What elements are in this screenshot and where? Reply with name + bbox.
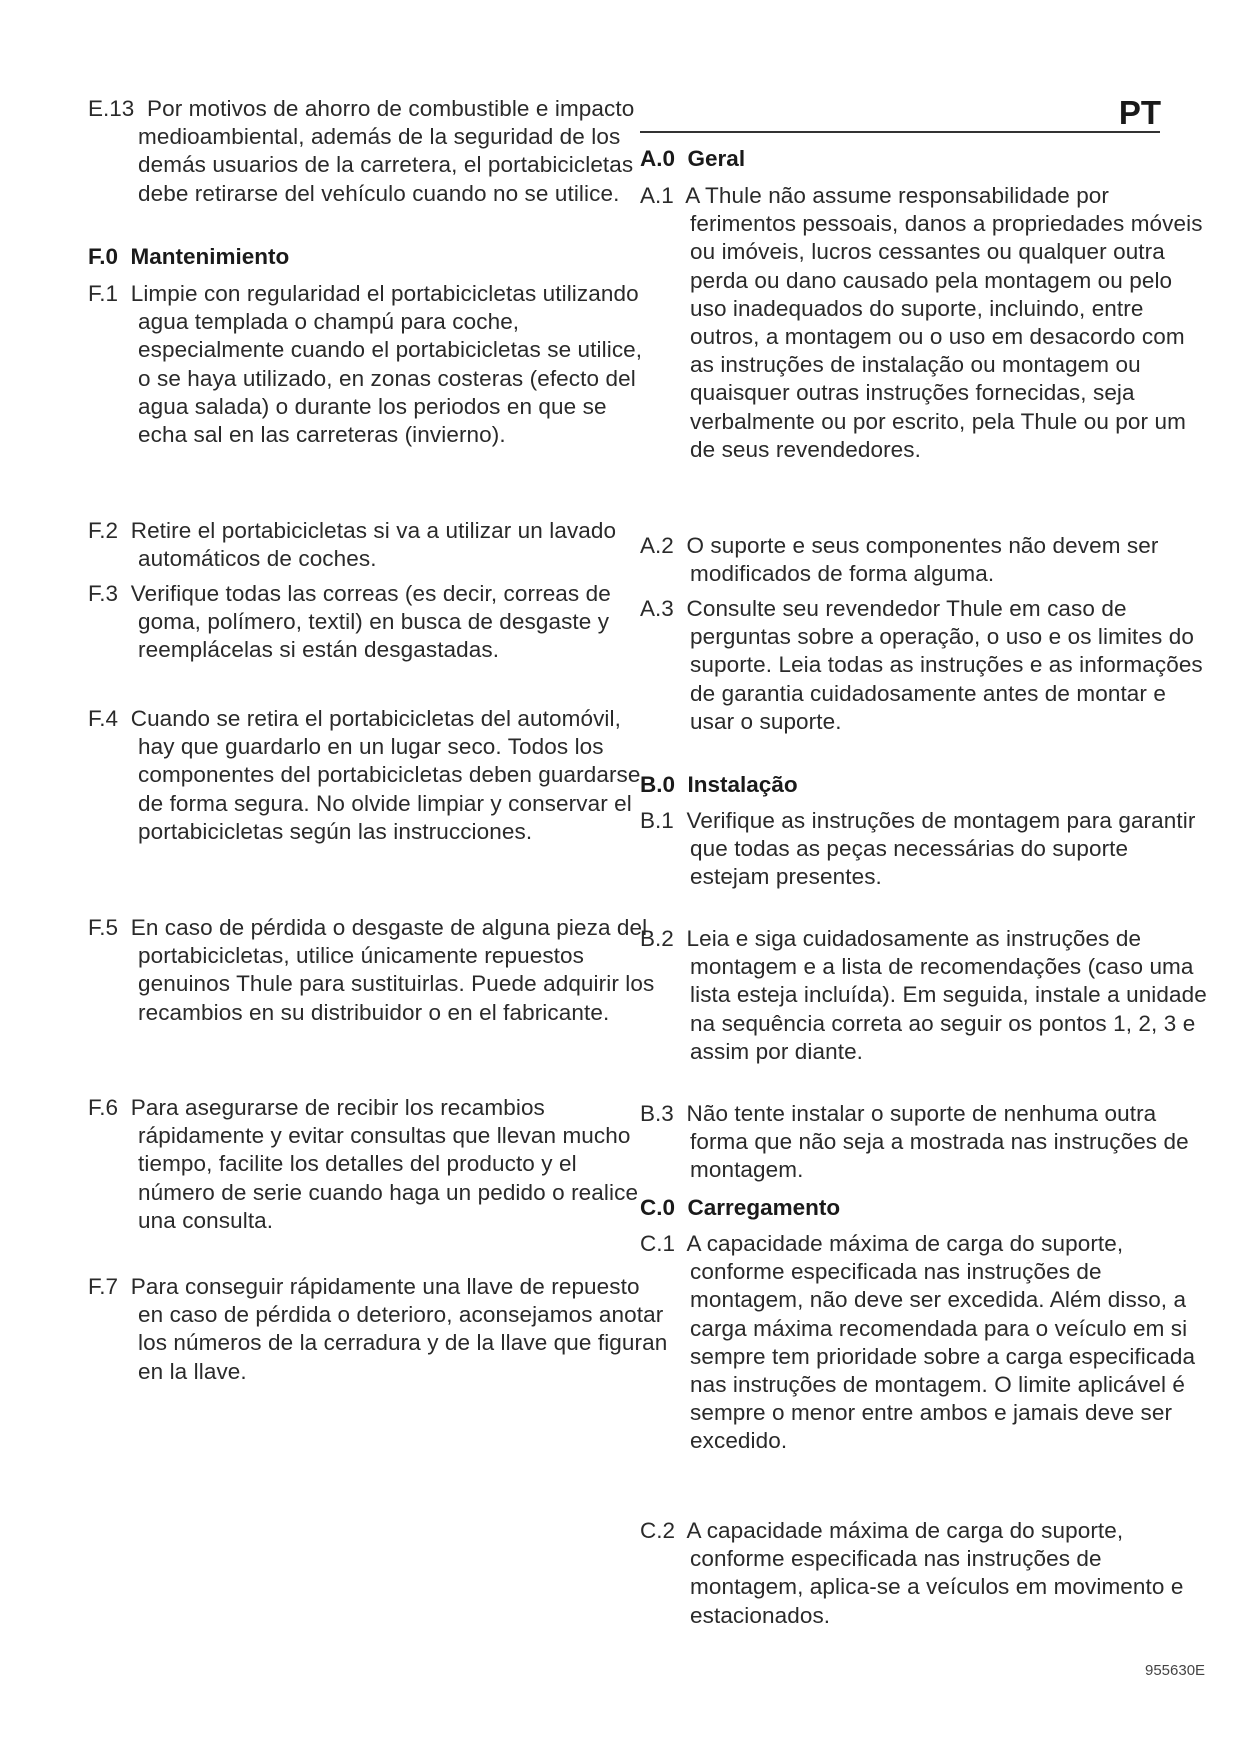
section-a3 <box>640 595 1210 736</box>
item-text: Leia e siga cuidadosamente as instruções de montagem e a lista de recomendações (caso uma lista esteja incluída). Em seguida, instale a unidade na sequência correta ao seguir os pontos 1, 2, 3 e assim por diante. <box>686 926 1207 1064</box>
item-text: Não tente instalar o suporte de nenhuma outra forma que não seja a mostrada nas instruções de montagem. <box>686 1101 1189 1183</box>
section-c2 <box>640 1517 1210 1630</box>
item-label: C.1 <box>640 1231 676 1256</box>
heading-title: Instalação <box>687 772 798 797</box>
section-f7 <box>88 1273 668 1386</box>
section-b2 <box>640 925 1210 1066</box>
item-text: Verifique todas las correas (es decir, correas de goma, polímero, textil) en busca de desgaste y reemplácelas si están desgastadas. <box>130 581 611 663</box>
item-label: F.2 <box>88 518 119 543</box>
item-label: B.3 <box>640 1101 674 1126</box>
item-label: F.5 <box>88 915 119 940</box>
heading-b0 <box>640 771 798 799</box>
item-label: A.1 <box>640 183 674 208</box>
heading-c0 <box>640 1194 840 1222</box>
heading-a0 <box>640 145 745 173</box>
item-text: Verifique as instruções de montagem para garantir que todas as peças necessárias do suporte estejam presentes. <box>686 808 1196 890</box>
header-divider <box>640 131 1160 133</box>
section-f5 <box>88 914 658 1027</box>
section-a2 <box>640 532 1210 588</box>
item-text: A capacidade máxima de carga do suporte, conforme especificada nas instruções de montagem, não deve ser excedida. Além disso, a carga máxima recomendada para o veículo em si sempre tem prioridade sobre a carga especificada nas instruções de montagem. O limite aplicável é sempre o menor entre ambos e jamais deve ser excedido. <box>686 1231 1196 1454</box>
section-f4 <box>88 705 658 846</box>
heading-label: F.0 <box>88 244 119 269</box>
document-number: 955630E <box>1145 1662 1206 1679</box>
heading-title: Carregamento <box>687 1195 841 1220</box>
item-label: A.2 <box>640 533 674 558</box>
heading-title: Geral <box>687 146 746 171</box>
heading-label: C.0 <box>640 1195 676 1220</box>
item-label: E.13 <box>88 96 135 121</box>
item-text: Retire el portabicicletas si va a utilizar un lavado automáticos de coches. <box>130 518 617 572</box>
item-label: F.3 <box>88 581 119 606</box>
item-text: A capacidade máxima de carga do suporte, conforme especificada nas instruções de montagem, aplica-se a veículos em movimento e estacionados. <box>686 1518 1184 1628</box>
item-label: A.3 <box>640 596 674 621</box>
section-e13 <box>88 95 658 208</box>
item-label: F.6 <box>88 1095 119 1120</box>
section-b1 <box>640 807 1210 892</box>
section-c1 <box>640 1230 1210 1456</box>
item-text: Limpie con regularidad el portabicicletas utilizando agua templada o champú para coche, especialmente cuando el portabicicletas se utilice, o se haya utilizado, en zonas costeras (efecto del agua salada) o durante los periodos en que se echa sal en las carreteras (invierno). <box>130 281 643 448</box>
item-text: Cuando se retira el portabicicletas del automóvil, hay que guardarlo en un lugar seco. Todos los componentes del portabicicletas deben guardarse de forma segura. No olvide limpiar y conservar el portabicicletas según las instrucciones. <box>130 706 641 844</box>
section-b3 <box>640 1100 1210 1185</box>
item-text: O suporte e seus componentes não devem ser modificados de forma alguma. <box>686 533 1159 587</box>
section-f1 <box>88 280 658 449</box>
item-label: B.1 <box>640 808 674 833</box>
section-a1 <box>640 182 1210 464</box>
item-text: A Thule não assume responsabilidade por ferimentos pessoais, danos a propriedades móveis ou imóveis, lucros cessantes ou qualquer outra perda ou dano causado pela montagem ou pelo uso inadequados do suporte, incluindo, entre outros, a montagem ou o uso em desacordo com as instruções de instalação ou montagem ou quaisquer outras instruções fornecidas, seja verbalmente ou por escrito, pela Thule ou por um de seus revendedores. <box>685 183 1203 462</box>
item-label: C.2 <box>640 1518 676 1543</box>
heading-f0 <box>88 243 289 271</box>
heading-label: A.0 <box>640 146 676 171</box>
language-code: PT <box>1118 94 1161 131</box>
item-label: B.2 <box>640 926 674 951</box>
item-text: Para asegurarse de recibir los recambios rápidamente y evitar consultas que llevan mucho tiempo, facilite los detalles del producto y el número de serie cuando haga un pedido o realice una consulta. <box>130 1095 639 1233</box>
heading-title: Mantenimiento <box>130 244 290 269</box>
section-f6 <box>88 1094 658 1235</box>
item-label: F.1 <box>88 281 119 306</box>
item-label: F.7 <box>88 1274 119 1299</box>
item-text: En caso de pérdida o desgaste de alguna pieza del portabicicletas, utilice únicamente repuestos genuinos Thule para sustituirlas. Puede adquirir los recambios en su distribuidor o en el fabricante. <box>130 915 655 1025</box>
heading-label: B.0 <box>640 772 676 797</box>
item-text: Por motivos de ahorro de combustible e impacto medioambiental, además de la seguridad de los demás usuarios de la carretera, el portabicicletas debe retirarse del vehículo cuando no se utilice. <box>138 96 635 206</box>
item-label: F.4 <box>88 706 119 731</box>
item-text: Para conseguir rápidamente una llave de repuesto en caso de pérdida o deterioro, aconsejamos anotar los números de la cerradura y de la llave que figuran en la llave. <box>130 1274 668 1384</box>
section-f3 <box>88 580 658 665</box>
item-text: Consulte seu revendedor Thule em caso de perguntas sobre a operação, o uso e os limites do suporte. Leia todas as instruções e as informações de garantia cuidadosamente antes de montar e usar o suporte. <box>686 596 1203 734</box>
section-f2 <box>88 517 658 573</box>
